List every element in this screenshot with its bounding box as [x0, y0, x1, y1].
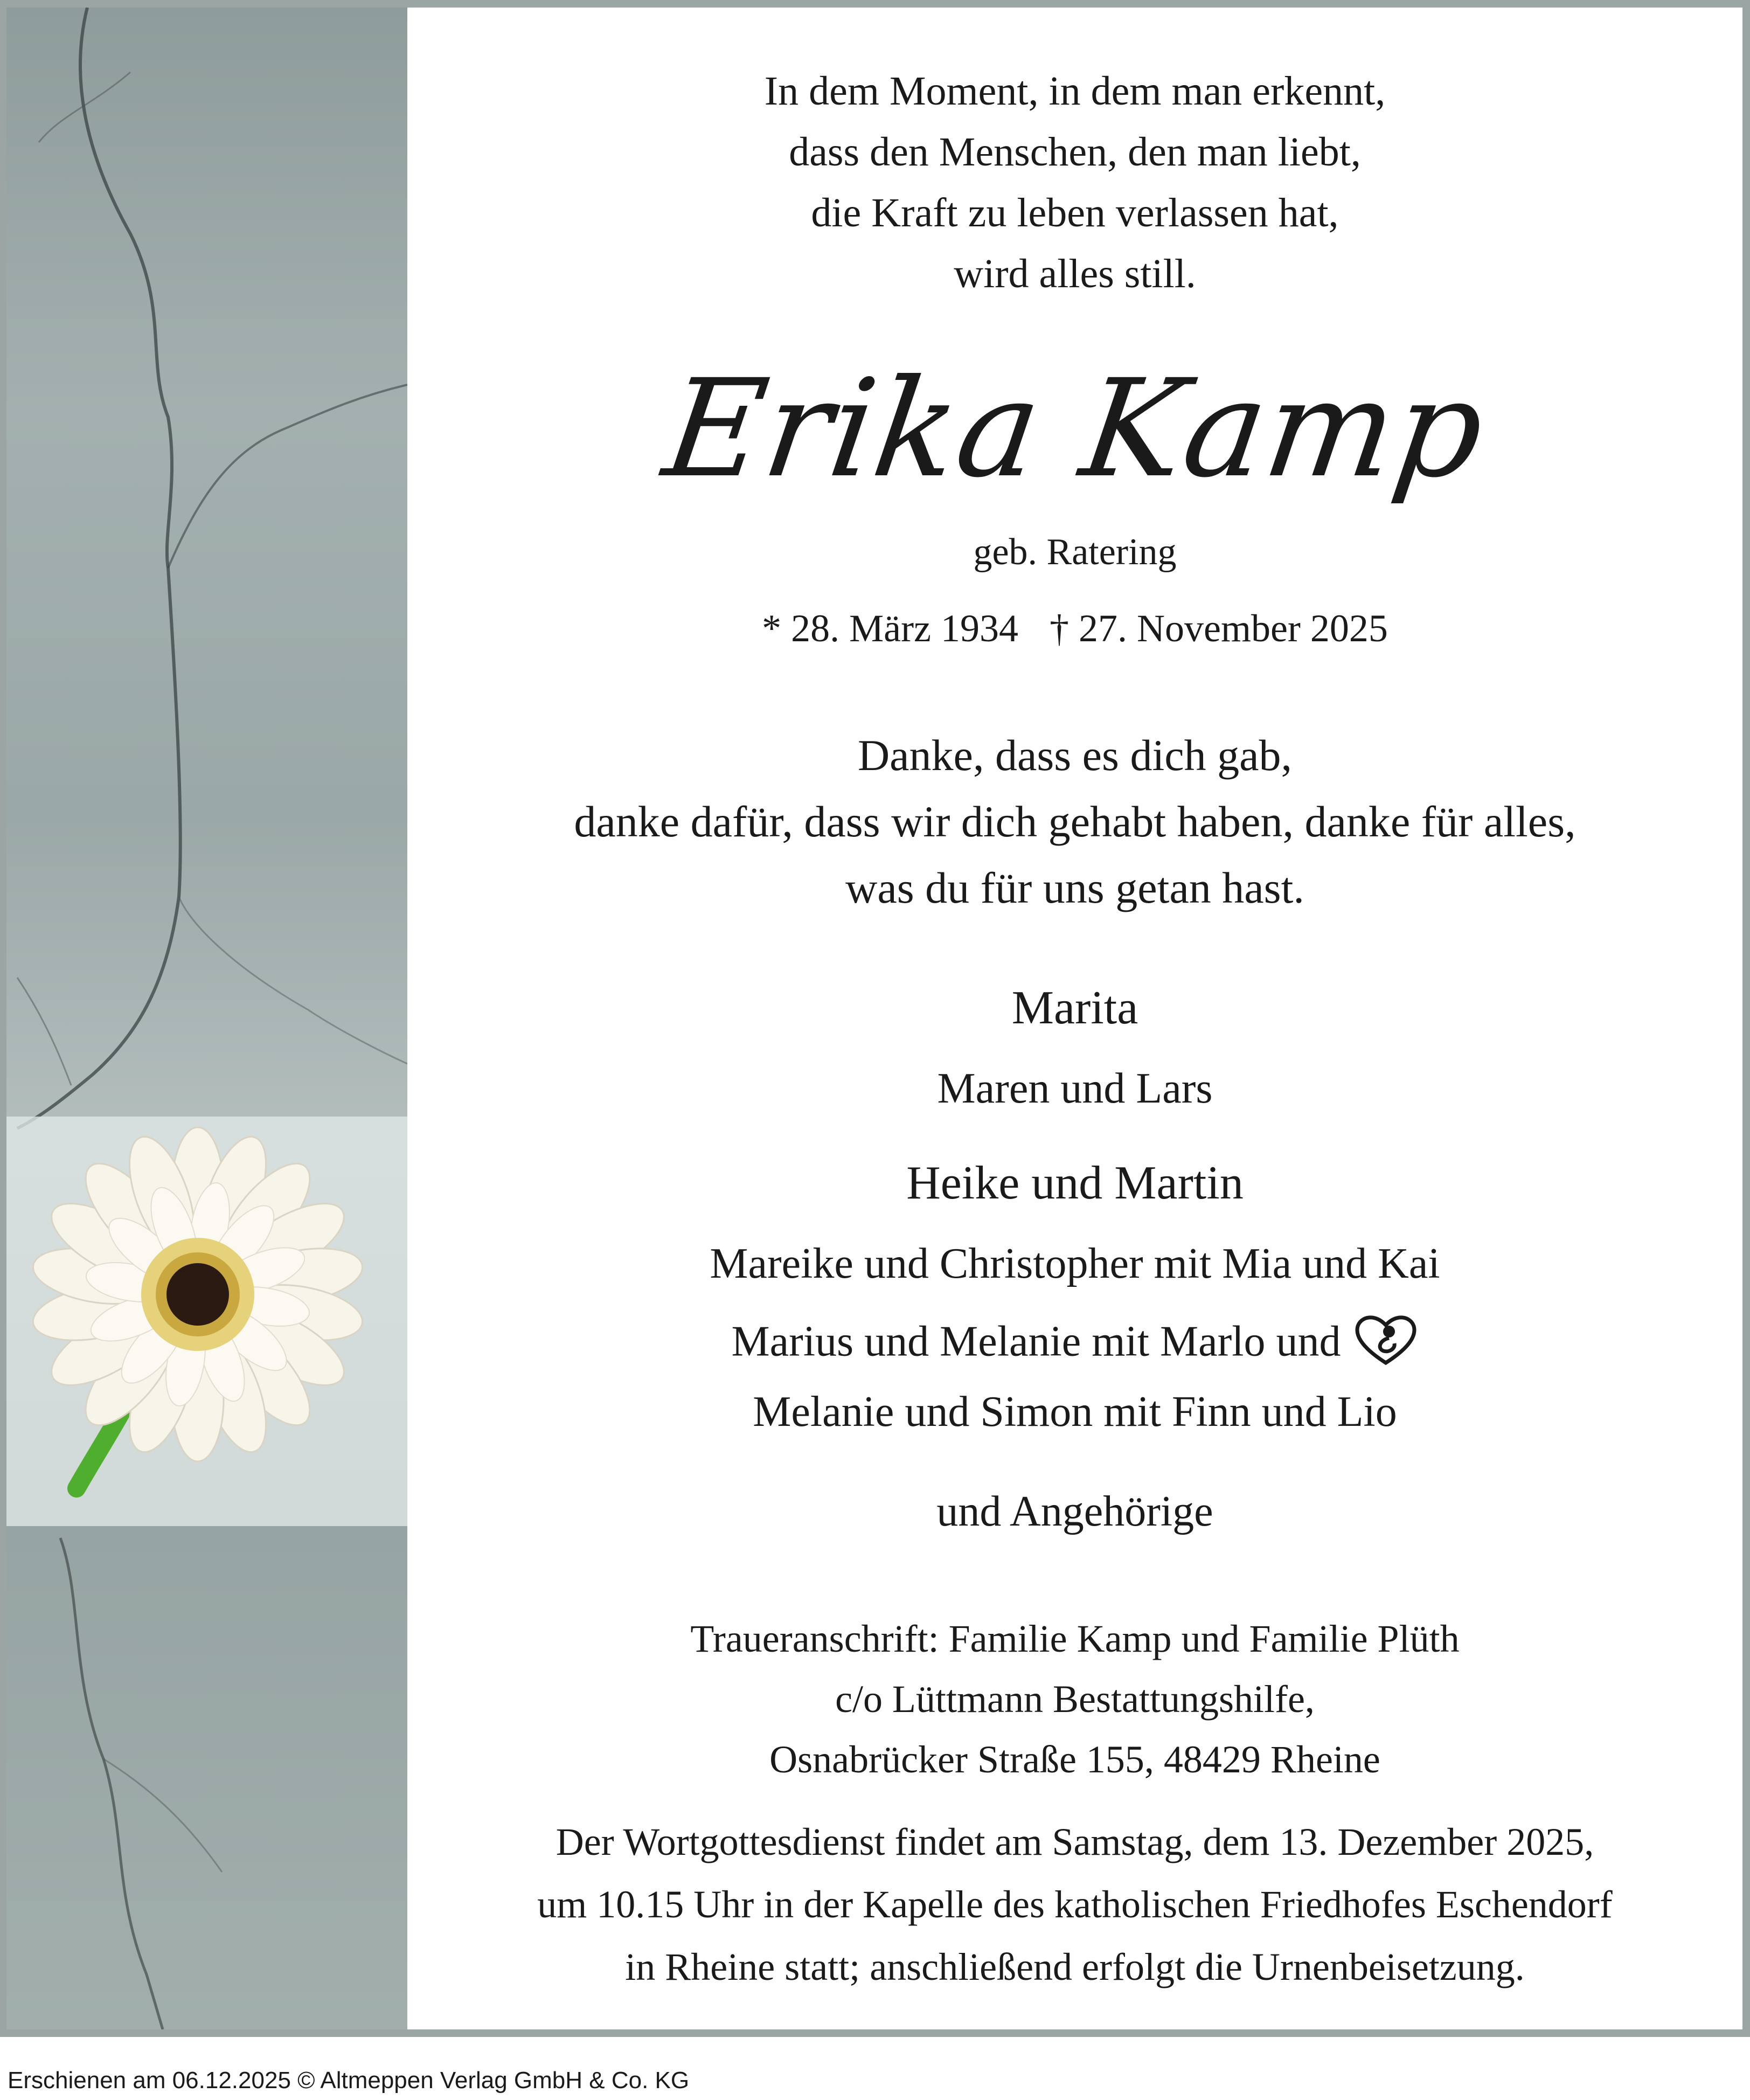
gerbera-flower-image	[6, 1117, 407, 1526]
deceased-name: Erika Kamp	[656, 350, 1494, 507]
quote-line: In dem Moment, in dem man erkennt,	[764, 68, 1386, 114]
mourning-address	[407, 1609, 1742, 1790]
family-name: Maren und Lars	[937, 1065, 1213, 1112]
thanks-line: danke dafür, dass wir dich gehabt haben, danke für alles,	[574, 797, 1576, 846]
quote-line: dass den Menschen, den man liebt,	[789, 129, 1361, 175]
flower-band	[6, 1117, 407, 1526]
maiden-name: geb. Ratering	[973, 531, 1177, 573]
life-dates	[407, 606, 1742, 651]
family-name: Mareike und Christopher mit Mia und Kai	[710, 1240, 1440, 1287]
service-line: Der Wortgottesdienst findet am Samstag, dem 13. Dezember 2025,	[555, 1820, 1594, 1863]
death-date: † 27. November 2025	[1050, 607, 1388, 650]
relatives-line: und Angehörige	[936, 1488, 1213, 1535]
thanks-text	[407, 722, 1742, 921]
service-line: um 10.15 Uhr in der Kapelle des katholischen Friedhofes Eschendorf	[537, 1883, 1613, 1926]
publication-footer: Erschienen am 06.12.2025 © Altmeppen Verlag GmbH & Co. KG	[8, 2067, 690, 2094]
quote-line: die Kraft zu leben verlassen hat,	[811, 190, 1339, 235]
family-name: Marius und Melanie mit Marlo und	[731, 1318, 1341, 1366]
family-name: Marita	[1011, 982, 1138, 1034]
marble-stripe	[6, 8, 407, 2029]
quote-line: wird alles still.	[954, 251, 1196, 296]
family-name: Melanie und Simon mit Finn und Lio	[753, 1388, 1397, 1436]
marble-veins	[6, 8, 407, 2029]
thanks-line: Danke, dass es dich gab,	[857, 731, 1293, 780]
heart-with-baby-icon	[1353, 1313, 1418, 1378]
address-line: c/o Lüttmann Bestattungshilfe,	[835, 1678, 1315, 1721]
family-name-row	[407, 1313, 1742, 1378]
family-name: Heike und Martin	[906, 1157, 1244, 1209]
service-info	[407, 1811, 1742, 1998]
service-line: in Rheine statt; anschließend erfolgt die Urnenbeisetzung.	[625, 1945, 1525, 1988]
opening-quote	[407, 61, 1742, 304]
address-line: Traueranschrift: Familie Kamp und Familie Plüth	[690, 1617, 1460, 1660]
birth-date: * 28. März 1934	[762, 607, 1019, 650]
thanks-line: was du für uns getan hast.	[845, 863, 1304, 912]
address-line: Osnabrücker Straße 155, 48429 Rheine	[769, 1738, 1380, 1781]
